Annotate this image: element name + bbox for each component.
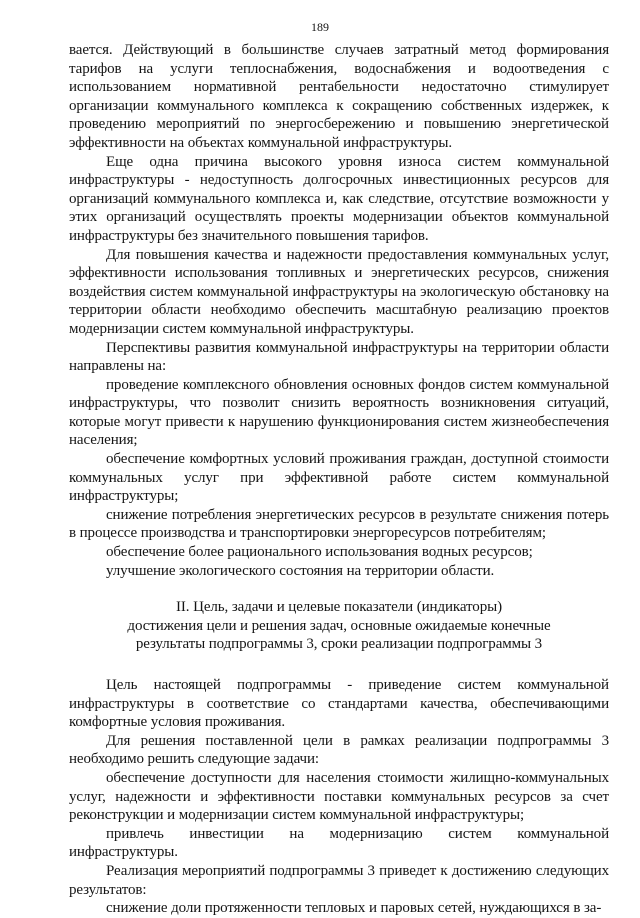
list-item: привлечь инвестиции на модернизацию систем коммунальной инфраструктуры. xyxy=(69,825,609,861)
paragraph: Для решения поставленной цели в рамках реализации подпрограммы 3 необходимо решить следующие задачи: xyxy=(69,732,609,768)
paragraph: Реализация мероприятий подпрограммы 3 приведет к достижению следующих результатов: xyxy=(69,862,609,898)
section-heading-line-2: достижения цели и решения задач, основные ожидаемые конечные xyxy=(127,617,551,634)
list-item: обеспечение более рационального использования водных ресурсов; xyxy=(106,544,533,561)
list-item: улучшение экологического состояния на территории области. xyxy=(106,562,495,579)
paragraph: вается. Действующий в большинстве случаев затратный метод формирования тарифов на услуги теплоснабжения, водоснабжения и водоотведения с использованием нормативной рентабельности недостаточно стимулирует организации коммунального комплекса к сокращению собственных издержек, к проведению мероприятий по энергосбережению и повышению энергетической эффективности на объектах коммунальной инфраструктуры. xyxy=(69,42,609,151)
paragraph: Перспективы развития коммунальной инфраструктуры на территории области направлены на: xyxy=(69,339,609,375)
paragraph: Цель настоящей подпрограммы - приведение систем коммунальной инфраструктуры в соответствие со стандартами качества, обеспечивающими комфортные условия проживания. xyxy=(69,677,609,731)
body-text xyxy=(69,41,609,918)
page-number: 189 xyxy=(311,20,329,34)
list-item: снижение потребления энергетических ресурсов в результате снижения потерь в процессе производства и транспортировки энергоресурсов потребителям; xyxy=(69,506,609,542)
paragraph: Для повышения качества и надежности предоставления коммунальных услуг, эффективности использования топливных и энергетических ресурсов, снижения воздействия систем коммунальной инфраструктуры на экологическую обстановку на территории области необходимо обеспечить масштабную реализацию проектов модернизации систем коммунальной инфраструктуры. xyxy=(69,246,609,337)
paragraph: Еще одна причина высокого уровня износа систем коммунальной инфраструктуры - недоступность долгосрочных инвестиционных ресурсов для организаций коммунального комплекса и, как следствие, отсутствие возможности у этих организаций осуществлять проекты модернизации объектов коммунальной инфраструктуры без значительного повышения тарифов. xyxy=(69,153,609,244)
section-heading xyxy=(69,598,609,654)
section-heading-line-3: результаты подпрограммы 3, сроки реализации подпрограммы 3 xyxy=(135,636,543,653)
list-item: проведение комплексного обновления основных фондов систем коммунальной инфраструктуры, что позволит снизить вероятность возникновения ситуаций, которые могут привести к нарушению функционирования систем жизнеобеспечения населения; xyxy=(69,376,609,449)
list-item: обеспечение комфортных условий проживания граждан, доступной стоимости коммунальных услуг при эффективной работе систем коммунальной инфраструктуры; xyxy=(69,451,609,505)
list-item: снижение доли протяженности тепловых и паровых сетей, нуждающихся в за- xyxy=(106,900,602,917)
section-heading-line-1: II. Цель, задачи и целевые показатели (индикаторы) xyxy=(176,599,502,616)
list-item: обеспечение доступности для населения стоимости жилищно-коммунальных услуг, надежности и эффективности поставки коммунальных ресурсов за счет реконструкции и модернизации систем коммунальной инфраструктуры; xyxy=(69,769,609,824)
